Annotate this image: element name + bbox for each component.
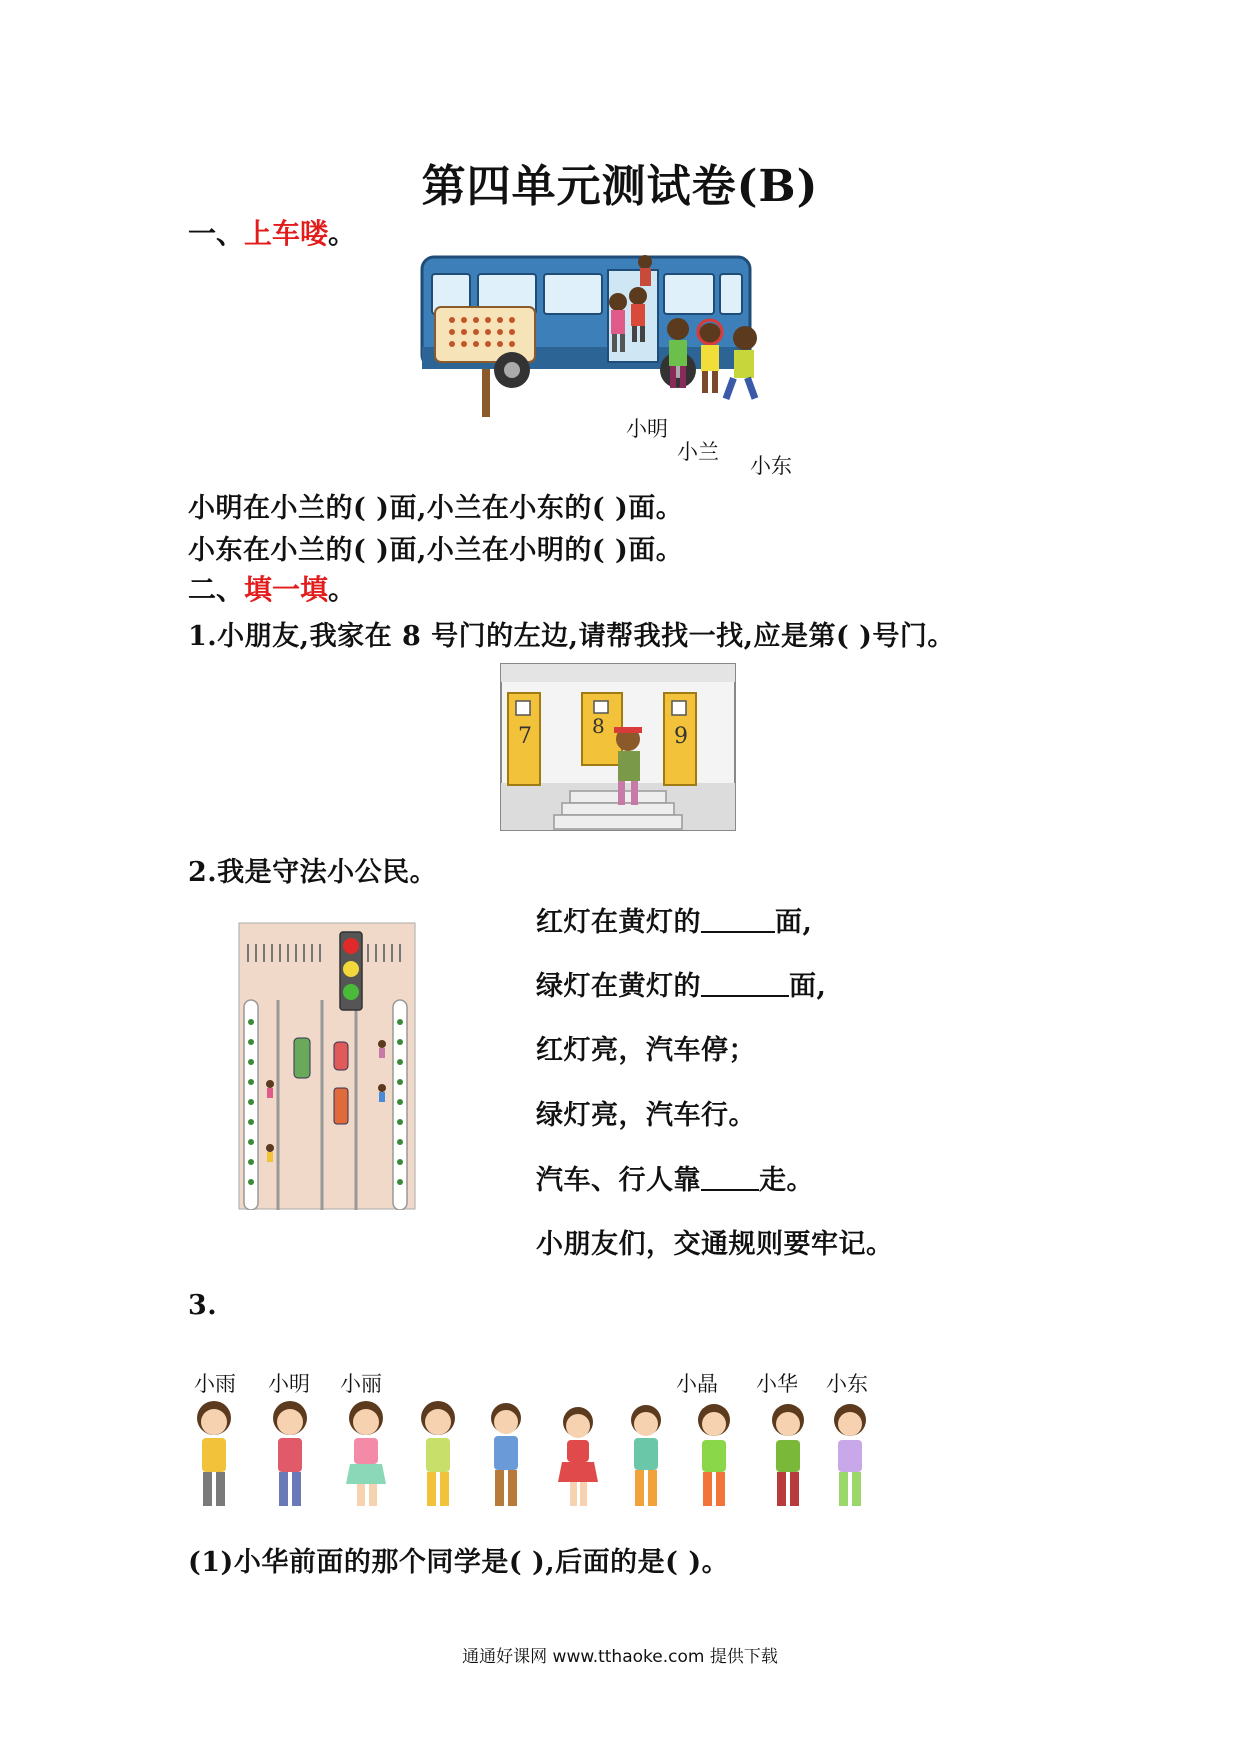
door-7-number: 7	[518, 724, 532, 749]
q1-line-2: 小东在小兰的( )面,小兰在小明的( )面。	[188, 535, 684, 566]
rhyme-2-end: 面,	[789, 971, 827, 1002]
rhyme-line-5	[536, 1158, 814, 1197]
bus-illustration	[420, 252, 820, 477]
page-title: 第四单元测试卷(B)	[421, 161, 819, 212]
section-1-heading	[188, 212, 356, 252]
doors-illustration	[500, 663, 736, 831]
section-2-suffix: 。	[328, 573, 357, 606]
rhyme-2-blank[interactable]	[701, 971, 789, 997]
door-8-number: 8	[592, 714, 605, 738]
rhyme-line-2	[536, 964, 826, 1003]
child-name-xiaoming: 小明	[268, 1372, 310, 1396]
q2-2-text: 2.我是守法小公民。	[188, 857, 438, 888]
rhyme-5-text: 汽车、行人靠	[536, 1165, 701, 1196]
child-name-xiaodong: 小东	[826, 1372, 868, 1396]
rhyme-5-blank[interactable]	[701, 1165, 759, 1191]
rhyme-line-1	[536, 900, 812, 939]
rhyme-1-text: 红灯在黄灯的	[536, 907, 701, 938]
section-2-label: 填一填	[244, 573, 329, 606]
children-line-illustration	[186, 1396, 876, 1516]
q1-line-1: 小明在小兰的( )面,小兰在小东的( )面。	[188, 493, 684, 524]
section-2-number: 二、	[188, 573, 245, 606]
rhyme-line-6: 小朋友们，交通规则要牢记。	[536, 1229, 894, 1260]
rhyme-1-end: 面,	[775, 907, 813, 938]
child-name-xiaohua: 小华	[756, 1372, 798, 1396]
bus-name-xiaolan: 小兰	[677, 440, 719, 464]
rhyme-1-blank[interactable]	[701, 907, 775, 933]
child-name-xiaoyu: 小雨	[194, 1372, 236, 1396]
child-name-xiaoli: 小丽	[340, 1372, 382, 1396]
rhyme-2-text: 绿灯在黄灯的	[536, 971, 701, 1002]
rhyme-5-end: 走。	[759, 1165, 814, 1196]
q2-3-number: 3.	[188, 1290, 218, 1321]
rhyme-line-3: 红灯亮，汽车停；	[536, 1035, 756, 1066]
rhyme-line-4: 绿灯亮，汽车行。	[536, 1100, 756, 1131]
bus-name-xiaoming: 小明	[626, 417, 668, 441]
page-footer: 通通好课网 www.tthaoke.com 提供下载	[462, 1647, 778, 1667]
road-illustration	[238, 922, 416, 1210]
q2-3-1-text: (1)小华前面的那个同学是( ),后面的是( )。	[188, 1547, 730, 1578]
bus-name-xiaodong: 小东	[750, 454, 792, 478]
child-name-xiaojing: 小晶	[676, 1372, 718, 1396]
section-1-suffix: 。	[328, 217, 357, 250]
q2-1-text: 1.小朋友,我家在 8 号门的左边,请帮我找一找,应是第( )号门。	[188, 621, 955, 652]
section-1-number: 一、	[188, 217, 245, 250]
section-1-label: 上车喽	[244, 217, 329, 250]
door-9-number: 9	[674, 724, 688, 749]
section-2-heading	[188, 568, 356, 608]
